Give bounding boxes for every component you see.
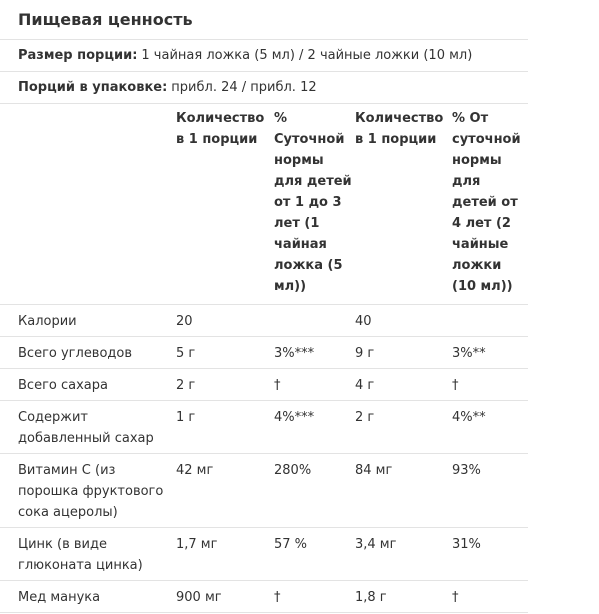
cell: 2 г [355,400,452,453]
cell: 4%** [452,400,528,453]
table-row [0,527,528,580]
cell [274,304,355,336]
cell: 5 г [176,336,274,368]
cell [452,304,528,336]
nutrient-name: Содержит добавленный сахар [0,400,176,453]
table-row [0,400,528,453]
cell: 40 [355,304,452,336]
servings-per-container-label: Порций в упаковке: [18,79,168,95]
cell: † [274,580,355,612]
cell: 3%** [452,336,528,368]
cell: † [274,368,355,400]
cell: 3,4 мг [355,527,452,580]
cell: 3%*** [274,336,355,368]
cell: 31% [452,527,528,580]
title-row [0,0,528,40]
nutrient-name: Витамин C (из порошка фруктового сока ацеролы) [0,453,176,527]
cell: 900 мг [176,580,274,612]
cell: 93% [452,453,528,527]
serving-size-row [0,40,528,72]
column-header: Количество в 1 порции [355,104,452,304]
cell: 84 мг [355,453,452,527]
cell: 20 [176,304,274,336]
cell: 4 г [355,368,452,400]
cell: 2 г [176,368,274,400]
servings-per-container-row [0,72,528,104]
column-header: % От суточной нормы для детей от 4 лет (2 чайные ложки (10 мл)) [452,104,528,304]
cell: 1,8 г [355,580,452,612]
cell: 1,7 мг [176,527,274,580]
cell: 280% [274,453,355,527]
table-row [0,580,528,612]
cell: 9 г [355,336,452,368]
table-header-row [0,104,528,304]
table-row [0,336,528,368]
column-header [0,104,176,304]
cell: 42 мг [176,453,274,527]
serving-size-value: 1 чайная ложка (5 мл) / 2 чайные ложки (10 мл) [141,47,473,63]
nutrient-name: Калории [0,304,176,336]
cell: 57 % [274,527,355,580]
table-row [0,304,528,336]
column-header: % Суточной нормы для детей от 1 до 3 лет (1 чайная ложка (5 мл)) [274,104,355,304]
servings-per-container-value: прибл. 24 / прибл. 12 [171,79,317,95]
page-title: Пищевая ценность [18,10,193,29]
nutrient-name: Всего углеводов [0,336,176,368]
nutrient-name: Мед манука [0,580,176,612]
column-header: Количество в 1 порции [176,104,274,304]
cell: † [452,580,528,612]
cell: † [452,368,528,400]
table-row [0,368,528,400]
cell: 1 г [176,400,274,453]
cell: 4%*** [274,400,355,453]
nutrient-name: Всего сахара [0,368,176,400]
nutrient-name: Цинк (в виде глюконата цинка) [0,527,176,580]
serving-size-label: Размер порции: [18,47,138,63]
table-row [0,453,528,527]
nutrition-table [0,104,528,613]
